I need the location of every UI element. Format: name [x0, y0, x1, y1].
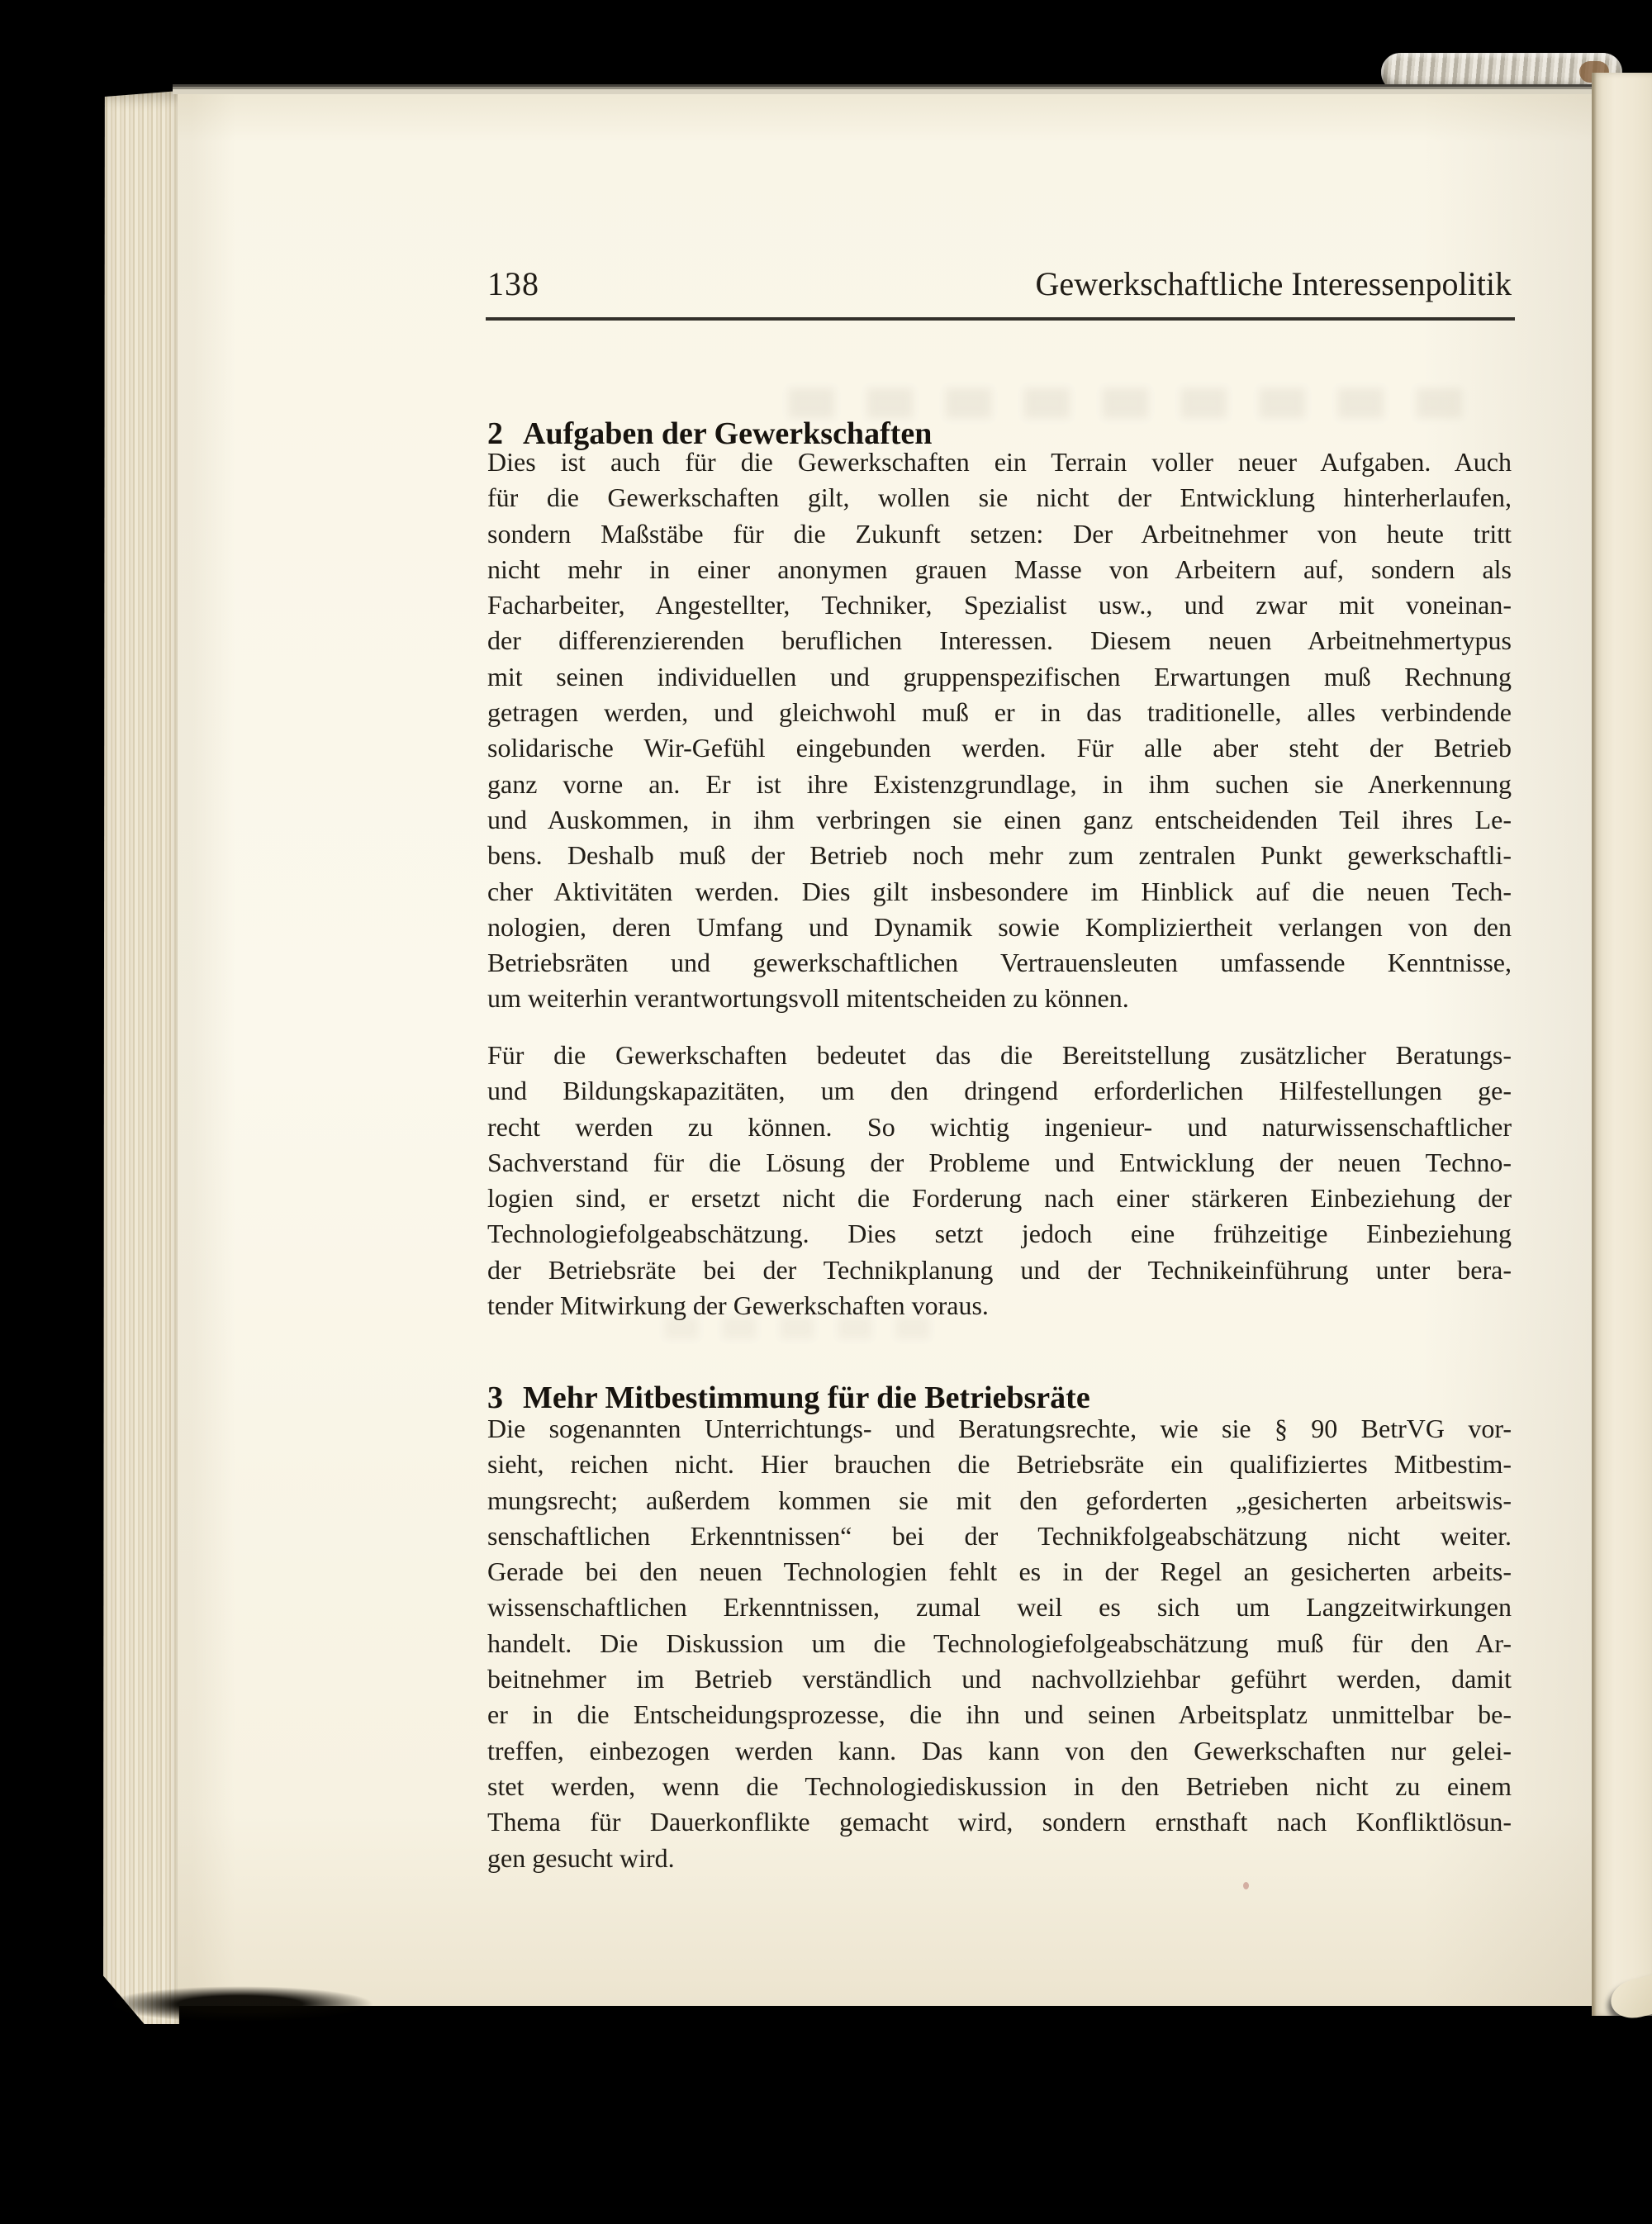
text-line: Sachverstand für die Lösung der Probleme und Entwicklung der neuen Techno-	[487, 1147, 1512, 1177]
text-line: und Auskommen, in ihm verbringen sie einen ganz entscheidenden Teil ihres Le-	[487, 804, 1512, 834]
text-line: treffen, einbezogen werden kann. Das kann von den Gewerkschaften nur gelei-	[487, 1735, 1512, 1765]
text-line: nologien, deren Umfang und Dynamik sowie Kompliziertheit verlangen von den	[487, 911, 1512, 942]
paragraph	[487, 444, 1512, 1017]
text-line: solidarische Wir-Gefühl eingebunden werden. Für alle aber steht der Betrieb	[487, 733, 1512, 763]
text-line: beitnehmer im Betrieb verständlich und nachvollziehbar geführt werden, damit	[487, 1664, 1512, 1694]
text-line: der differenzierenden beruflichen Interessen. Diesem neuen Arbeitnehmertypus	[487, 625, 1512, 656]
adjacent-page-edge	[1592, 73, 1652, 2016]
text-line: der Betriebsräte bei der Technikplanung und der Technikeinführung unter bera-	[487, 1254, 1512, 1285]
paper-speck	[1243, 1882, 1249, 1889]
section-number: 3	[487, 1380, 503, 1415]
section-heading-3	[487, 1382, 1090, 1414]
paragraph	[487, 1411, 1512, 1876]
text-line: bens. Deshalb muß der Betrieb noch mehr zum zentralen Punkt gewerkschaftli-	[487, 840, 1512, 871]
text-line: tender Mitwirkung der Gewerkschaften voraus.	[487, 1290, 989, 1321]
text-line: logien sind, er ersetzt nicht die Forderung nach einer stärkeren Einbeziehung der	[487, 1183, 1512, 1214]
paragraph	[487, 1038, 1512, 1323]
running-header: Gewerkschaftliche Interessenpolitik	[1035, 265, 1512, 302]
header-rule	[486, 317, 1515, 321]
text-line: und Bildungskapazitäten, um den dringend erforderlichen Hilfestellungen ge-	[487, 1076, 1512, 1106]
text-line: wissenschaftlichen Erkenntnissen, zumal weil es sich um Langzeitwirkungen	[487, 1592, 1512, 1623]
text-line: nicht mehr in einer anonymen grauen Masse von Arbeitern auf, sondern als	[487, 554, 1512, 584]
section-number: 2	[487, 416, 503, 451]
text-line: handelt. Die Diskussion um die Technologiefolgeabschätzung muß für den Ar-	[487, 1628, 1512, 1658]
text-line: Facharbeiter, Angestellter, Techniker, Spezialist usw., und zwar mit voneinan-	[487, 590, 1512, 620]
section-title: Aufgaben der Gewerkschaften	[523, 416, 933, 451]
text-line: getragen werden, und gleichwohl muß er in das traditionelle, alles verbindende	[487, 697, 1512, 728]
text-line: sieht, reichen nicht. Hier brauchen die Betriebsräte ein qualifiziertes Mitbestim-	[487, 1449, 1512, 1480]
text-line: Technologiefolgeabschätzung. Dies setzt jedoch eine frühzeitige Einbeziehung	[487, 1219, 1512, 1249]
text-line: Betriebsräten und gewerkschaftlichen Vertrauensleuten umfassende Kenntnisse,	[487, 948, 1512, 978]
text-line: Thema für Dauerkonflikte gemacht wird, sondern ernsthaft nach Konfliktlösun-	[487, 1807, 1512, 1837]
show-through-ghost	[789, 388, 1466, 418]
text-line: er in die Entscheidungsprozesse, die ihn und seinen Arbeitsplatz unmittelbar be-	[487, 1699, 1512, 1730]
text-line: cher Aktivitäten werden. Dies gilt insbesondere im Hinblick auf die neuen Tech-	[487, 876, 1512, 906]
page-number: 138	[487, 265, 539, 302]
page-corner-shadow	[91, 1981, 446, 2029]
text-line: mit seinen individuellen und gruppenspezifischen Erwartungen muß Rechnung	[487, 661, 1512, 691]
book-fore-edge-pages	[103, 91, 179, 2024]
section-title: Mehr Mitbestimmung für die Betriebsräte	[523, 1380, 1090, 1415]
text-line: recht werden zu können. So wichtig ingenieur- und naturwissenschaftlicher	[487, 1111, 1512, 1142]
text-line: um weiterhin verantwortungsvoll mitentscheiden zu können.	[487, 983, 1129, 1014]
text-line: stet werden, wenn die Technologiediskussion in den Betrieben nicht zu einem	[487, 1770, 1512, 1801]
text-line: für die Gewerkschaften gilt, wollen sie nicht der Entwicklung hinterherlaufen,	[487, 482, 1512, 513]
text-line: Die sogenannten Unterrichtungs- und Beratungsrechte, wie sie § 90 BetrVG vor-	[487, 1414, 1512, 1443]
book-page	[178, 84, 1592, 2006]
text-line: senschaftlichen Erkenntnissen“ bei der Technikfolgeabschätzung nicht weiter.	[487, 1520, 1512, 1551]
text-line: sondern Maßstäbe für die Zukunft setzen: Der Arbeitnehmer von heute tritt	[487, 518, 1512, 549]
text-line: mungsrecht; außerdem kommen sie mit den geforderten „gesicherten arbeitswis-	[487, 1485, 1512, 1515]
text-line: gen gesucht wird.	[487, 1842, 675, 1873]
text-line: Dies ist auch für die Gewerkschaften ein Terrain voller neuer Aufgaben. Auch	[487, 447, 1512, 477]
text-line: Gerade bei den neuen Technologien fehlt es in der Regel an gesicherten arbeits-	[487, 1556, 1512, 1587]
text-line: ganz vorne an. Er ist ihre Existenzgrundlage, in ihm suchen sie Anerkennung	[487, 768, 1512, 799]
text-line: Für die Gewerkschaften bedeutet das die Bereitstellung zusätzlicher Beratungs-	[487, 1040, 1512, 1070]
